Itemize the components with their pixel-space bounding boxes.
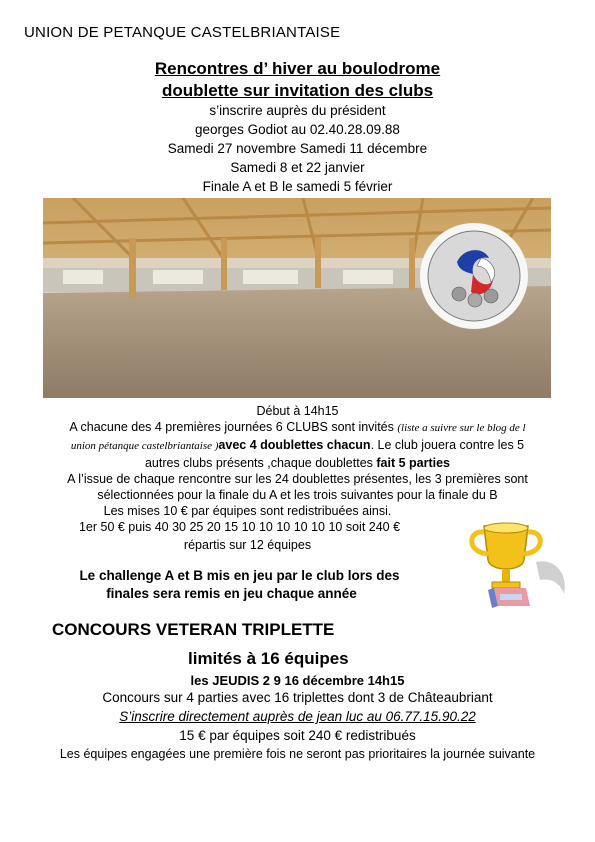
selection-line-1: A l’issue de chaque rencontre sur les 24 doublettes présentes, les 3 premières sont — [67, 472, 528, 486]
veteran-title: CONCOURS VETERAN TRIPLETTE — [52, 620, 335, 639]
paragraph-clubs-line-1 — [0, 420, 595, 434]
prize-distribution: 1er 50 € puis 40 30 25 20 15 10 10 10 10 10 10 soit 240 € — [78, 520, 401, 534]
intro-president-phone: georges Godiot au 02.40.28.09.88 — [195, 122, 400, 137]
title-line-1: Rencontres d’ hiver au boulodrome — [154, 59, 441, 78]
selection-line-2: sélectionnées pour la finale du A et les trois suivantes pour la finale du B — [97, 488, 498, 502]
intro-final: Finale A et B le samedi 5 février — [202, 179, 393, 194]
start-time: Début à 14h15 — [256, 404, 339, 418]
blog-note-a: (liste a suivre sur le blog de l — [397, 422, 526, 434]
intro-dates-2: Samedi 8 et 22 janvier — [230, 160, 365, 175]
challenge-line-1: Le challenge A et B mis en jeu par le club lors des — [79, 568, 400, 583]
intro-register: s’inscrire auprès du président — [209, 103, 386, 118]
veteran-limit: limités à 16 équipes — [188, 649, 349, 668]
federation-logo — [419, 222, 529, 330]
blog-note-b: union pétanque castelbriantaise ) — [70, 440, 219, 452]
intro-dates-1: Samedi 27 novembre Samedi 11 décembre — [167, 141, 428, 156]
veteran-dates: les JEUDIS 2 9 16 décembre 14h15 — [190, 673, 405, 688]
doublettes-per-club: avec 4 doublettes chacun — [218, 438, 371, 452]
paragraph-parties — [0, 456, 595, 470]
paragraph-clubs-text-a: A chacune des 4 premières journées 6 CLUBS sont invités — [69, 420, 398, 434]
title-line-2: doublette sur invitation des clubs — [161, 81, 434, 100]
veteran-priority-note: Les équipes engagées une première fois ne seront pas prioritaires la journée suivante — [59, 747, 536, 761]
stakes-line: Les mises 10 € par équipes sont redistribuées ainsi. — [103, 504, 392, 518]
paragraph-clubs-text-c: . Le club jouera contre les 5 — [370, 438, 525, 452]
parties-count: fait 5 parties — [376, 456, 451, 470]
prize-teams: répartis sur 12 équipes — [183, 538, 312, 552]
challenge-line-2: finales sera remis en jeu chaque année — [106, 586, 357, 601]
paragraph-parties-text: autres clubs présents ,chaque doublettes — [144, 456, 377, 470]
veteran-format: Concours sur 4 parties avec 16 triplettes dont 3 de Châteaubriant — [102, 690, 493, 705]
veteran-fees: 15 € par équipes soit 240 € redistribués — [179, 728, 416, 743]
organization-name: UNION DE PETANQUE CASTELBRIANTAISE — [24, 24, 341, 41]
veteran-registration: S’inscrire directement auprès de jean luc au 06.77.15.90.22 — [119, 709, 476, 724]
paragraph-clubs-line-2 — [0, 438, 595, 452]
